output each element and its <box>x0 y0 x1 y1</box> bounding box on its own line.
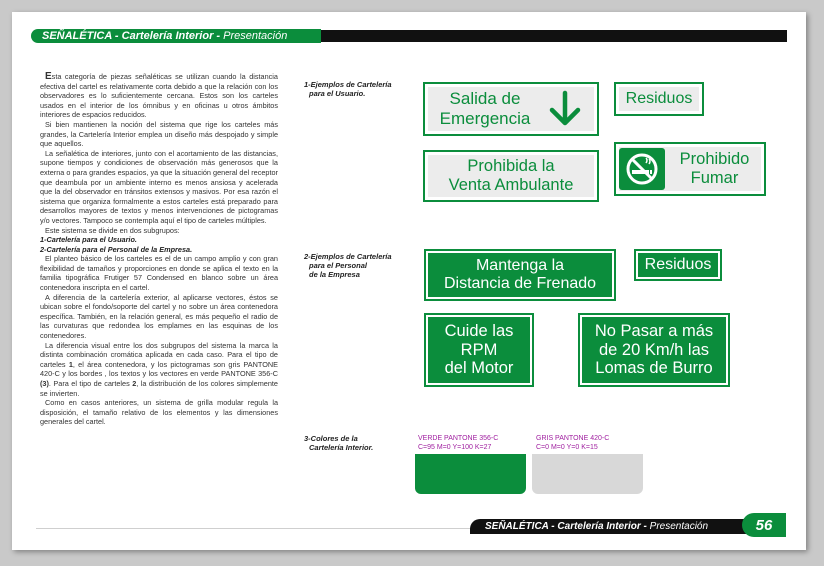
paragraph-4: Este sistema se divide en dos subgrupos: <box>45 225 180 235</box>
header-title <box>42 29 287 43</box>
sign-cuide-line-1: Cuide las <box>444 321 514 340</box>
sign-nopasar-line-1: No Pasar a más <box>594 321 714 340</box>
sign-residuos-personal: Residuos <box>634 249 722 281</box>
sign-residuos-usuario: Residuos <box>614 82 704 116</box>
sign-prohibida-line-2: Venta Ambulante <box>448 176 574 194</box>
sign-fumar-text <box>665 150 764 188</box>
sign-prohibido-fumar <box>614 142 766 196</box>
footer-rule <box>36 528 476 529</box>
sign-salida-emergencia <box>423 82 599 136</box>
sign-fumar-line-2: Fumar <box>690 169 739 187</box>
sign-mantenga-line-1: Mantenga la <box>475 256 565 274</box>
section-2-line-1: 2-Ejemplos de Cartelería <box>304 252 392 261</box>
drop-cap: E <box>45 71 52 82</box>
header-title-main: SEÑALÉTICA - Cartelería Interior - <box>42 30 221 42</box>
sign-cuide-line-3: del Motor <box>444 359 514 378</box>
p7-ref-3: (3) <box>40 379 49 388</box>
subgroup-1: 1-Cartelería para el Usuario. <box>40 235 137 245</box>
section-1-line-2: para el Usuario. <box>309 89 366 98</box>
sign-cuide-rpm <box>424 313 534 387</box>
paragraph-8: Como en casos anteriores, un sistema de grilla modular regula la disposición, el tamaño relativo de los elementos y las dimensiones generales del cartel. <box>40 398 278 427</box>
paragraph-3: La señalética de interiores, junto con el acortamiento de las distancias, supone tiempos y condiciones de observación más generosos que la externa o para grandes espacios, ya que la situación general del receptor que deambula por un ambiente interno es menos ansiosa y acelerada que la del observador en tránsitos extensos y masivos. Por esa razón el sistema que organiza formalmente a estos carteles está preparado para desarrollos mayores de textos y menos intervenciones de pictogramas y/o vectores. Tampoco se contempla aquí el tipo de carteles múltiples. <box>40 148 278 225</box>
sign-nopasar-line-3: Lomas de Burro <box>595 359 713 378</box>
swatch-green-cmyk: C=95 M=0 Y=100 K=27 <box>418 444 492 451</box>
sign-no-pasar <box>578 313 730 387</box>
paragraph-1-text: sta categoría de piezas señaléticas se utilizan cuando la distancia efectiva del cartel es relativamente corta debido a que la relación con los observadores es lo suficientemente cercana. Estos son los carteles usados en el interior de los ómnibus y en oficinas u otros ámbitos interiores de espacios reducidos. <box>40 72 278 120</box>
section-2-line-3: de la Empresa <box>309 270 360 279</box>
paragraph-7 <box>40 341 278 399</box>
arrow-down-icon <box>545 89 585 129</box>
swatch-grey <box>532 454 643 494</box>
header-subtitle: Presentación <box>223 30 288 42</box>
sign-cuide-line-2: RPM <box>460 340 498 359</box>
sign-nopasar-line-2: de 20 Km/h las <box>598 340 710 359</box>
swatch-green <box>415 454 526 494</box>
section-2-label <box>304 252 392 279</box>
p7-part-a: La diferencia visual entre los dos subgrupos del sistema la marca la distinta combinación cromática aplicada en cada caso. Para el tipo de carteles <box>40 340 278 369</box>
p7-part-e: . Para el tipo de carteles <box>48 379 133 388</box>
p7-part-c: , el área contenedora, y los pictogramas son gris PANTONE 420-C y los bordes , los textos y los vectores en verde PANTONE 356-C <box>40 359 279 379</box>
sign-mantenga-line-2: Distancia de Frenado <box>443 275 597 292</box>
no-smoking-icon <box>619 148 665 190</box>
sign-salida-text <box>425 89 545 128</box>
section-1-label <box>304 80 392 98</box>
footer-title-main: SEÑALÉTICA - Cartelería Interior - <box>485 521 647 532</box>
section-3-line-2: Cartelería Interior. <box>309 443 374 452</box>
paragraph-6: A diferencia de la cartelería exterior, al aplicarse vectores, éstos se ubican sobre el fondo/soporte del cartel y no sobre un área contenedora específica. También, en la relación general, es más pequeño el radio de las curvaturas que redondea los emplames en las esquinas de los contenedores. <box>40 292 278 341</box>
swatch-grey-label <box>536 434 609 452</box>
sign-salida-line-1: Salida de <box>449 89 521 109</box>
paragraph-5: El planteo básico de los carteles es el de un campo amplio y con gran flexibilidad de tamaños y proporciones en donde se aplica el texto en la familia tipográfica Frutiger 57 Condensed en blanco sobre un área contenedora inscripta en el cartel. <box>40 254 278 293</box>
swatch-grey-name: GRIS PANTONE 420-C <box>536 435 610 442</box>
header-bar-black <box>309 30 787 42</box>
sign-mantenga-distancia <box>424 249 616 301</box>
section-3-line-1: 3-Colores de la <box>304 434 358 443</box>
body-text <box>40 72 278 427</box>
p7-ref-2: 2 <box>132 379 137 388</box>
p7-ref-1: 1 <box>68 359 73 369</box>
subgroup-2: 2-Cartelería para el Personal de la Empresa. <box>40 244 193 254</box>
page-number: 56 <box>742 513 786 537</box>
swatch-green-label <box>418 434 498 452</box>
sign-prohibida-line-1: Prohibida la <box>467 157 555 176</box>
sign-prohibida-venta <box>423 150 599 202</box>
paragraph-1 <box>40 72 278 120</box>
p7-part-g: , la distribución de los colores simplemente se invierten. <box>40 379 278 398</box>
sign-salida-line-2: Emergencia <box>439 109 531 128</box>
footer-subtitle: Presentación <box>649 521 709 532</box>
section-1-line-1: 1-Ejemplos de Cartelería <box>304 80 392 89</box>
footer-title <box>485 520 708 534</box>
swatch-grey-cmyk: C=0 M=0 Y=0 K=15 <box>536 444 598 451</box>
section-2-line-2: para el Personal <box>309 261 367 270</box>
swatch-green-name: VERDE PANTONE 356-C <box>418 435 499 442</box>
section-3-label <box>304 434 373 452</box>
sign-fumar-line-1: Prohibido <box>679 150 750 169</box>
paragraph-2: Si bien mantienen la noción del sistema que rige los carteles más grandes, la Cartelería Interior emplea un diseño más despojado y simple que aquellos. <box>40 119 278 149</box>
